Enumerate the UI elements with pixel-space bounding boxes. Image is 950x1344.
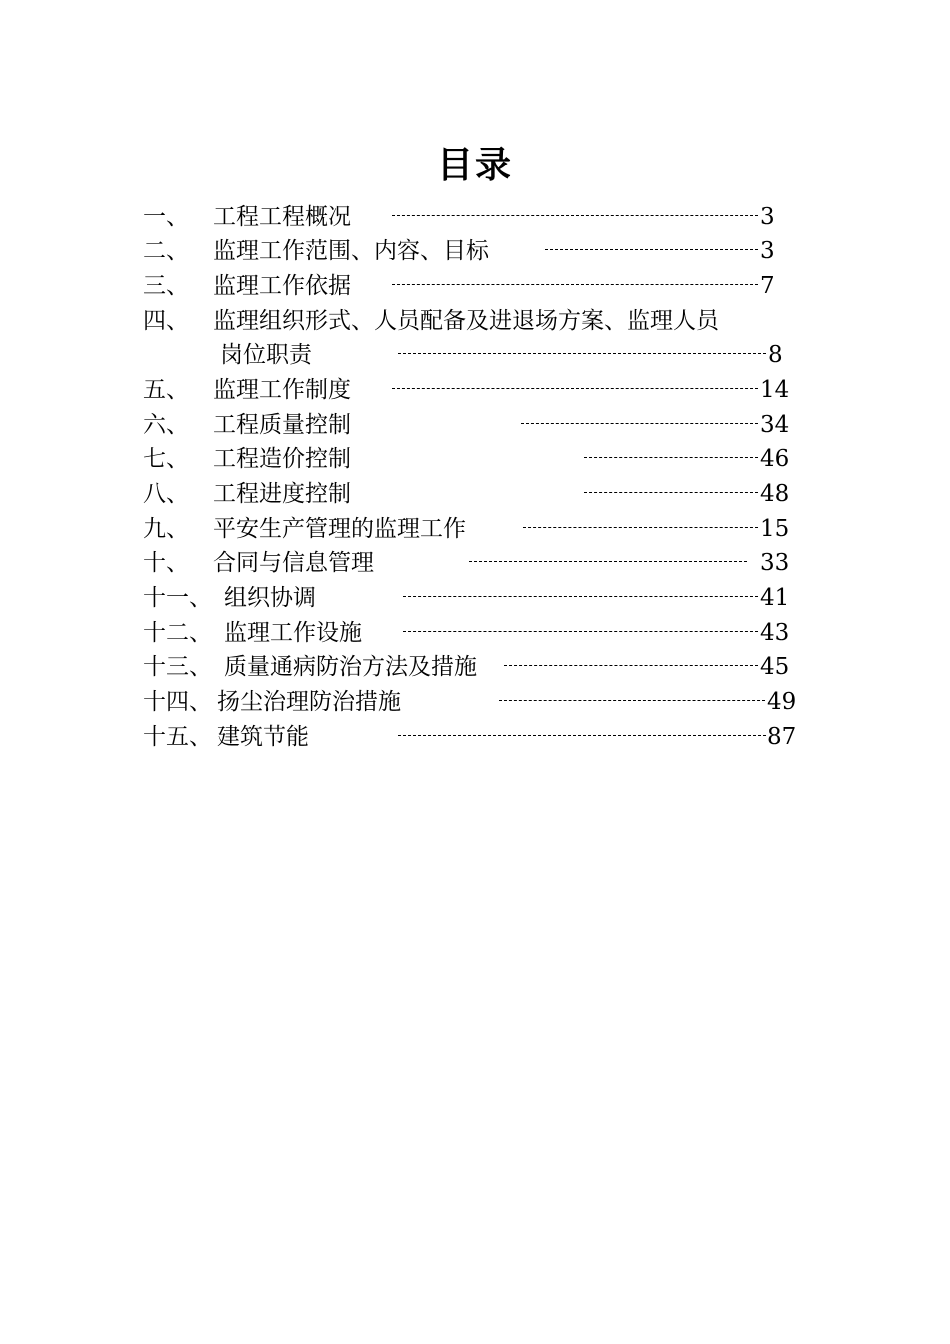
toc-entry-continuation[interactable] [0,338,950,372]
toc-entry-label: 监理工作设施 [224,620,362,646]
toc-leader-dots [521,423,758,424]
toc-entry-number: 十一、 [143,585,212,611]
toc-entry-number: 十二、 [143,620,212,646]
toc-entry-number: 四、 [143,308,189,334]
toc-entry-number: 二、 [143,238,189,264]
toc-entry-page: 3 [760,204,775,230]
toc-entry-label: 工程质量控制 [213,412,351,438]
toc-entry-page: 87 [767,724,797,750]
toc-leader-dots [392,284,758,285]
toc-entry[interactable] [0,373,950,407]
toc-leader-dots [403,596,758,597]
toc-entry-number: 三、 [143,273,189,299]
toc-entry-page: 45 [760,654,790,680]
toc-leader-dots [499,700,765,701]
toc-leader-dots [523,527,758,528]
toc-entry-number: 十五、 [143,724,212,750]
toc-leader-dots [504,665,758,666]
toc-entry-page: 43 [760,620,790,646]
toc-entry-number: 十三、 [143,654,212,680]
toc-entry-page: 15 [760,516,790,542]
toc-leader-dots [584,492,758,493]
toc-entry-number: 七、 [143,446,189,472]
toc-entry-page: 8 [768,342,783,368]
toc-entry[interactable] [0,581,950,615]
toc-entry-number: 六、 [143,412,189,438]
toc-entry-page: 7 [760,273,775,299]
toc-entry-label: 组织协调 [224,585,316,611]
toc-leader-dots [403,631,758,632]
toc-entry[interactable] [0,512,950,546]
toc-entry-page: 34 [760,412,790,438]
toc-leader-dots [469,561,747,562]
toc-entry-page: 14 [760,377,790,403]
toc-entry-number: 十四、 [143,689,212,715]
toc-entry-number: 十、 [143,550,189,576]
toc-entry-label: 建筑节能 [217,724,309,750]
toc-leader-dots [398,735,766,736]
toc-entry[interactable] [0,546,950,580]
toc-entry[interactable] [0,477,950,511]
toc-entry[interactable] [0,304,950,338]
toc-entry-label: 工程进度控制 [213,481,351,507]
toc-entry[interactable] [0,650,950,684]
toc-entry-label: 扬尘治理防治措施 [217,689,401,715]
toc-leader-dots [584,457,758,458]
toc-entry-label: 监理工作依据 [213,273,351,299]
toc-title: 目录 [436,145,513,186]
toc-entry-label: 平安生产管理的监理工作 [213,516,466,542]
toc-entry-number: 五、 [143,377,189,403]
toc-entry-number: 九、 [143,516,189,542]
toc-entry-label: 质量通病防治方法及措施 [224,654,477,680]
toc-leader-dots [545,249,758,250]
toc-entry[interactable] [0,234,950,268]
toc-entry[interactable] [0,685,950,719]
toc-entry[interactable] [0,442,950,476]
toc-entry-page: 41 [760,585,790,611]
toc-entry-page: 46 [760,446,790,472]
toc-entry[interactable] [0,200,950,234]
toc-entry-label: 合同与信息管理 [213,550,374,576]
toc-entry-label: 监理工作范围、内容、目标 [213,238,489,264]
toc-entry-page: 49 [767,689,797,715]
toc-leader-dots [398,353,766,354]
toc-entry-label: 工程造价控制 [213,446,351,472]
toc-entry-page: 48 [760,481,790,507]
toc-entry-number: 八、 [143,481,189,507]
toc-entry-label: 工程工程概况 [213,204,351,230]
toc-entry[interactable] [0,616,950,650]
toc-entry[interactable] [0,408,950,442]
toc-entry-page: 33 [760,550,790,576]
toc-leader-dots [392,215,758,216]
toc-entry[interactable] [0,720,950,754]
toc-entry-label: 监理工作制度 [213,377,351,403]
toc-entry-page: 3 [760,238,775,264]
toc-entry-label: 监理组织形式、人员配备及进退场方案、监理人员 [213,308,719,334]
toc-entry-label: 岗位职责 [220,342,312,368]
toc-entry-number: 一、 [143,204,189,230]
toc-leader-dots [392,388,758,389]
toc-entry[interactable] [0,269,950,303]
